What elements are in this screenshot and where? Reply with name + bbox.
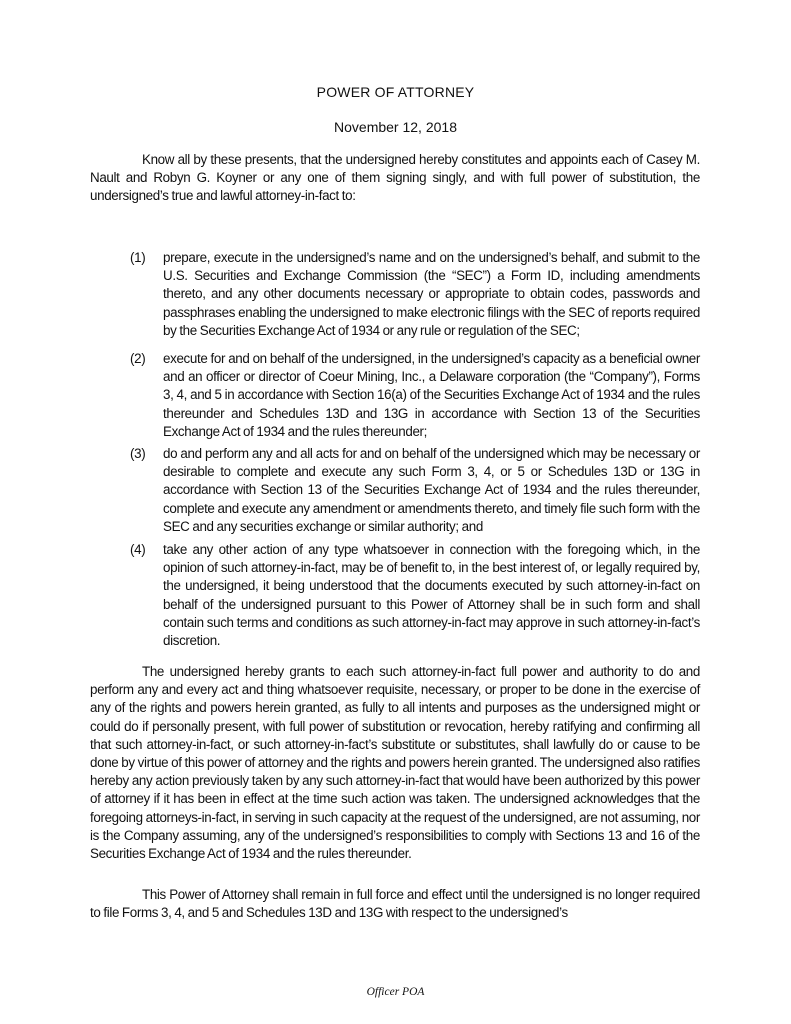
grant-paragraph <box>90 663 700 863</box>
list-item-text: do and perform any and all acts for and on behalf of the undersigned which may be necessary or desirable to complete and execute any such Form 3, 4, or 5 or Schedules 13D or 13G in accordance with Section 13 of the Securities Exchange Act of 1934 and the rules thereunder, complete and execute any amendment or amendments thereto, and timely file such form with the SEC and any securities exchange or similar authority; and <box>163 446 700 534</box>
intro-text: Know all by these presents, that the undersigned hereby constitutes and appoints each of Casey M. Nault and Robyn G. Koyner or any one of them signing singly, and with full power of substitution, the undersigned’s true and lawful attorney-in-fact to: <box>90 152 700 204</box>
list-item <box>130 249 700 340</box>
list-item-number: (2) <box>130 351 146 366</box>
list-item-text: execute for and on behalf of the undersigned, in the undersigned’s capacity as a beneficial owner and an officer or director of Coeur Mining, Inc., a Delaware corporation (the “Company”), Forms 3, 4, and 5 in accordance with Section 16(a) of the Securities Exchange Act of 1934 and the rules thereunder and Schedules 13D and 13G in accordance with Section 13 of the Securities Exchange Act of 1934 and the rules thereunder; <box>163 351 700 439</box>
list-item-number: (3) <box>130 446 146 461</box>
list-item-number: (1) <box>130 250 146 265</box>
intro-paragraph <box>90 151 700 206</box>
duration-text: This Power of Attorney shall remain in full force and effect until the undersigned is no longer required to file Forms 3, 4, and 5 and Schedules 13D and 13G with respect to the undersigned’s <box>90 887 700 921</box>
list-item <box>130 445 700 536</box>
grant-text: The undersigned hereby grants to each such attorney-in-fact full power and authority to do and perform any and every act and thing whatsoever requisite, necessary, or proper to be done in the exercise of any of the rights and powers herein granted, as fully to all intents and purposes as the undersigned might or could do if personally present, with full power of substitution or revocation, hereby ratifying and confirming all that such attorney-in-fact, or such attorney-in-fact’s substitute or substitutes, shall lawfully do or cause to be done by virtue of this power of attorney and the rights and powers herein granted. The undersigned also ratifies hereby any action previously taken by any such attorney-in-fact that would have been authorized by this power of attorney if it has been in effect at the time such action was taken. The undersigned acknowledges that the foregoing attorneys-in-fact, in serving in such capacity at the request of the undersigned, are not assuming, nor is the Company assuming, any of the undersigned’s responsibilities to comply with Sections 13 and 16 of the Securities Exchange Act of 1934 and the rules thereunder. <box>90 664 700 862</box>
document-date: November 12, 2018 <box>334 119 457 135</box>
page-footer: Officer POA <box>366 986 425 998</box>
duration-paragraph <box>90 886 700 922</box>
list-item <box>130 541 700 650</box>
document-title: POWER OF ATTORNEY <box>316 84 475 100</box>
list-item-text: prepare, execute in the undersigned’s name and on the undersigned’s behalf, and submit to the U.S. Securities and Exchange Commission (the “SEC”) a Form ID, including amendments thereto, and any other documents necessary or appropriate to obtain codes, passwords and passphrases enabling the undersigned to make electronic filings with the SEC of reports required by the Securities Exchange Act of 1934 or any rule or regulation of the SEC; <box>163 250 700 338</box>
list-item <box>130 350 700 441</box>
list-item-text: take any other action of any type whatsoever in connection with the foregoing which, in the opinion of such attorney-in-fact, may be of benefit to, in the best interest of, or legally required by, the undersigned, it being understood that the documents executed by such attorney-in-fact on behalf of the undersigned pursuant to this Power of Attorney shall be in such form and shall contain such terms and conditions as such attorney-in-fact may approve in such attorney-in-fact’s discretion. <box>163 542 700 649</box>
list-item-number: (4) <box>130 542 146 557</box>
